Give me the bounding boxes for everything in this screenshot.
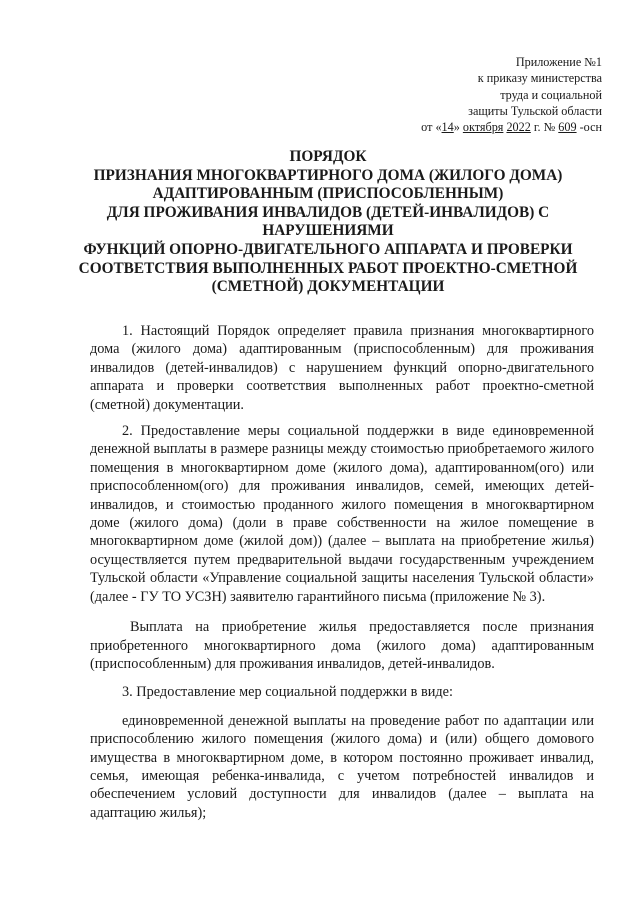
title-line: ПОРЯДОК [289,148,367,165]
appendix-date-line [421,119,602,135]
title-line: (СМЕТНОЙ) ДОКУМЕНТАЦИИ [211,278,445,296]
date-prefix: от « [421,120,442,135]
title-line: АДАПТИРОВАННЫМ (ПРИСПОСОБЛЕННЫМ) [152,185,504,203]
title-line: СООТВЕТСТВИЯ ВЫПОЛНЕННЫХ РАБОТ ПРОЕКТНО-СМЕТНОЙ [78,259,578,277]
paragraph-4: 3. Предоставление мер социальной поддержки в виде: [122,684,453,701]
date-suffix: г. № [530,120,559,135]
title-line: ФУНКЦИЙ ОПОРНО-ДВИГАТЕЛЬНОГО АППАРАТА И ПРОВЕРКИ [83,240,573,258]
date-year: 2022 [506,120,531,135]
appendix-header [421,54,602,135]
order-number: 609 [558,120,577,135]
date-day: 14 [441,120,454,135]
order-number-suffix: -осн [576,120,602,135]
document-body [90,322,594,822]
date-mid: » [453,120,463,135]
paragraph-5: единовременной денежной выплаты на проведение работ по адаптации или приспособлению жилого помещения (жилого дома) и (или) общего домового имущества в многоквартирном доме, в котором постоянно проживает инвалид, семья, имеющая ребенка-инвалида, с учетом потребностей инвалидов и обеспечением условий доступности для инвалидов (далее – выплата на адаптацию жилья); [90,712,594,821]
appendix-line-2: к приказу министерства [477,71,602,86]
paragraph-1: 1. Настоящий Порядок определяет правила признания многоквартирного дома (жилого дома) адаптированным (приспособленным) для проживания инвалидов (детей-инвалидов) с нарушением функций опорно-двигательного аппарата и проверки соответствия выполненных работ проектно-сметной (сметной) документации. [90,323,594,413]
document-title [60,148,596,297]
title-line: НАРУШЕНИЯМИ [262,222,394,240]
title-line: ДЛЯ ПРОЖИВАНИЯ ИНВАЛИДОВ (ДЕТЕЙ-ИНВАЛИДОВ) С [106,203,550,221]
appendix-line-3: труда и социальной [500,87,602,102]
appendix-line-4: защиты Тульской области [468,103,602,118]
paragraph-3: Выплата на приобретение жилья предоставляется после признания приобретенного многоквартирного дома (жилого дома) адаптированным (приспособленным) для проживания инвалидов, детей-инвалидов. [90,619,594,672]
paragraph-2: 2. Предоставление меры социальной поддержки в виде единовременной денежной выплаты в размере разницы между стоимостью приобретаемого жилого помещения в многоквартирном доме (жилого дома), адаптированном(ого) или приспособленном(ого) для проживания инвалидов, семей, имеющих детей-инвалидов, и стоимостью проданного жилого помещения в многоквартирном доме (жилого дома) (доли в праве собственности на жилое помещение в многоквартирном доме (жилой дом)) (далее – выплата на приобретение жилья) осуществляется путем предварительной выдачи государственным учреждением Тульской области «Управление социальной защиты населения Тульской области» (далее - ГУ ТО УСЗН) заявителю гарантийного письма (приложение № 3). [90,423,594,605]
title-line: ПРИЗНАНИЯ МНОГОКВАРТИРНОГО ДОМА (ЖИЛОГО ДОМА) [93,166,563,184]
appendix-line-1: Приложение №1 [515,55,602,69]
date-month: октября [462,120,504,135]
